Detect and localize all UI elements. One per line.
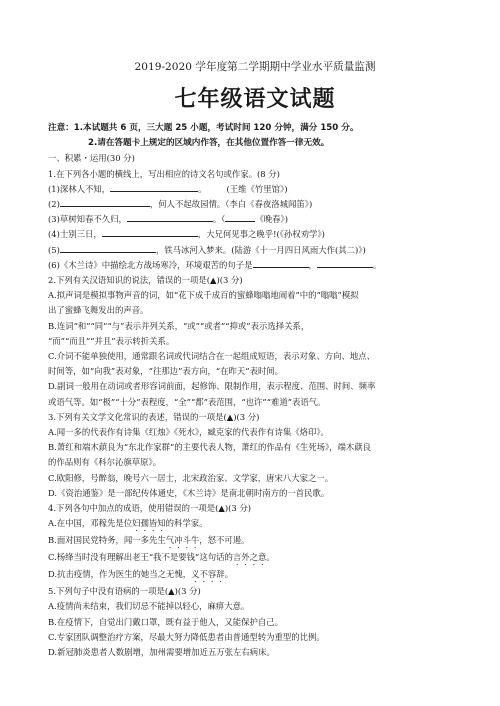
q1-item-4 bbox=[48, 227, 462, 242]
answer-blank[interactable] bbox=[110, 183, 198, 192]
q1-item-3-text: (3)草树知春不久归， bbox=[48, 214, 127, 225]
q3-stem: 3.下列有关文学文化常识的表述，错误的一项是(▲)(3 分) bbox=[48, 411, 260, 422]
q2-option-c: C.介词不能单独使用，通常跟名词或代词结合在一起组成短语，表示对象、方向、地点、 bbox=[48, 351, 376, 362]
q4-option-c bbox=[48, 550, 462, 567]
q2-option-b: B.连词“和”“同”“与”表示并列关系，“或”“或者”“抑或”表示选择关系， bbox=[48, 320, 310, 331]
answer-blank[interactable] bbox=[253, 259, 309, 268]
q1-item-5-text: ，铁马冰河入梦来。(陆游《十一月四日风雨大作(其二)》) bbox=[155, 244, 366, 255]
q3-option-b-cont: 的作品则有《科尔沁旗草原》。 bbox=[48, 457, 162, 468]
q1-item-2 bbox=[48, 197, 462, 212]
exam-period-line: 2019-2020 学年度第二学期期中学业水平质量监测 bbox=[134, 61, 376, 73]
q4-c-idiom: 言外之意 bbox=[232, 552, 267, 563]
q1-item-3-mid: 。（ bbox=[212, 214, 226, 225]
q4-stem: 4.下列各句中加点的成语，使用错误的一项是(▲)(3 分) bbox=[48, 503, 251, 514]
q4-b-end: ，怒不可遏。 bbox=[199, 535, 250, 546]
q2-stem: 2.下列有关汉语知识的说法，错误的一项是(▲)(3 分) bbox=[48, 275, 243, 286]
answer-blank[interactable] bbox=[60, 244, 156, 253]
q3-option-c: C.欧阳修，号醉翁，晚号六一居士，北宋政治家、文学家，唐宋八大家之一。 bbox=[48, 472, 334, 483]
q1-item-1 bbox=[48, 182, 462, 197]
q1-item-6-end: 。 bbox=[372, 259, 382, 270]
q5-stem: 5.下列句子中没有语病的一项是(▲)(3 分) bbox=[48, 586, 201, 597]
q5-option-a: A.疫情尚未结束，我们切忌不能掉以轻心，麻痹大意。 bbox=[48, 601, 250, 612]
section-heading: 一、积累・运用(30 分) bbox=[48, 153, 135, 164]
q4-c-text: C.杨绛当时没有理解出老王“我不是要钱”这句话的 bbox=[48, 552, 233, 563]
note-1: 注意：1.本试题共 6 页，三大题 25 小题，考试时间 120 分钟，满分 150 分。 bbox=[48, 123, 359, 133]
q2-option-a-cont: 出了蜜蜂飞舞发出的声音。 bbox=[48, 305, 149, 316]
q4-d-text: D.抗击疫情，作为医生的她当之无愧， bbox=[48, 569, 192, 580]
q1-item-4-text: (4)士别三日， bbox=[48, 229, 102, 240]
q4-c-end: 。 bbox=[266, 552, 275, 563]
q2-option-c-cont: 时间等，如“向我”表对象，“往那边”表方向，“在昨天”表时间。 bbox=[48, 366, 284, 377]
q1-item-6-text: (6)《木兰诗》中描绘北方战场寒冷，环境艰苦的句子是 bbox=[48, 259, 253, 270]
q4-a-end: 的科学家。 bbox=[165, 518, 208, 529]
q1-item-3-source: 《晚春》) bbox=[255, 214, 289, 225]
q3-option-b: B.萧红和端木蕻良为“东北作家群”的主要代表人物，萧红的作品有《生死场》，端木蕻良 bbox=[48, 442, 372, 453]
q2-option-d: D.副词一般用在动词或者形容词前面，起修饰、限制作用，表示程度、范围、时间、频率 bbox=[48, 381, 376, 392]
q4-a-idiom: 妇孺皆知 bbox=[132, 518, 166, 529]
q2-option-d-cont: 或语气等。如“极”“十分”表程度，“全”“都”表范围，“也许”“难道”表语气。 bbox=[48, 396, 326, 407]
q2-option-a: A.拟声词是模拟事物声音的词，如“花下成千成百的蜜蜂嗡嗡地闹着”中的“嗡嗡”模拟 bbox=[48, 290, 359, 301]
q4-b-idiom: 气冲斗牛 bbox=[165, 535, 200, 546]
answer-blank[interactable] bbox=[102, 228, 198, 237]
answer-blank[interactable] bbox=[225, 213, 255, 222]
q3-option-d: D.《资治通鉴》是一部纪传体通史，《木兰诗》是南北朝时南方的一首民歌。 bbox=[48, 487, 330, 498]
q4-option-a bbox=[48, 516, 462, 533]
q1-item-1-source: (王维《竹里馆》) bbox=[226, 183, 288, 194]
q5-option-b: B.在疫情下，自觉出门戴口罩，既有益于他人，又能保护自己。 bbox=[48, 616, 283, 627]
q1-stem: 1.在下列各小题的横线上，写出相应的诗文名句或作家。(8 分) bbox=[48, 168, 280, 179]
q1-item-3 bbox=[48, 212, 462, 227]
q1-item-1-end: 。 bbox=[198, 183, 207, 194]
q1-item-4-rest: ，大兄何见事之晚乎!(《孙权劝学》) bbox=[197, 229, 325, 240]
q1-item-1-text: (1)深林人不知， bbox=[48, 183, 111, 194]
answer-blank[interactable] bbox=[317, 259, 373, 268]
q1-item-6 bbox=[48, 258, 462, 273]
q1-item-5-num: (5) bbox=[48, 244, 60, 255]
q1-item-2-text: ，何人不起故园情。（李白《春夜洛城闻笛》) bbox=[149, 199, 313, 210]
q4-option-b bbox=[48, 533, 462, 550]
answer-blank[interactable] bbox=[127, 213, 213, 222]
answer-blank[interactable] bbox=[60, 198, 150, 207]
q1-item-6-mid: ， bbox=[308, 259, 317, 270]
q5-option-d: D.新冠肺炎患者人数剧增，加州需要增加近五万张左右病床。 bbox=[48, 647, 275, 658]
q4-a-text: A.在中国，邓稼先是位 bbox=[48, 518, 133, 529]
q4-d-idiom: 义不容辞 bbox=[191, 569, 225, 580]
q4-option-d bbox=[48, 567, 462, 584]
q2-option-b-cont: “而”“而且”“并且”表示转折关系。 bbox=[48, 335, 175, 346]
q1-item-5 bbox=[48, 243, 462, 258]
q4-d-end: 。 bbox=[224, 569, 233, 580]
q4-b-text: B.面对国民党特务，闻一多先生 bbox=[48, 535, 166, 546]
q3-option-a: A.闻一多的代表作有诗集《红烛》《死水》，臧克家的代表作有诗集《烙印》。 bbox=[48, 427, 329, 438]
q5-option-c: C.专家团队调整治疗方案，尽最大努力降低患者由普通型转为重型的比例。 bbox=[48, 631, 325, 642]
page-title: 七年级语文试题 bbox=[174, 86, 336, 112]
note-2: 2.请在答题卡上规定的区域内作答，在其他位置作答一律无效。 bbox=[88, 138, 330, 149]
q1-item-2-num: (2) bbox=[48, 199, 60, 210]
